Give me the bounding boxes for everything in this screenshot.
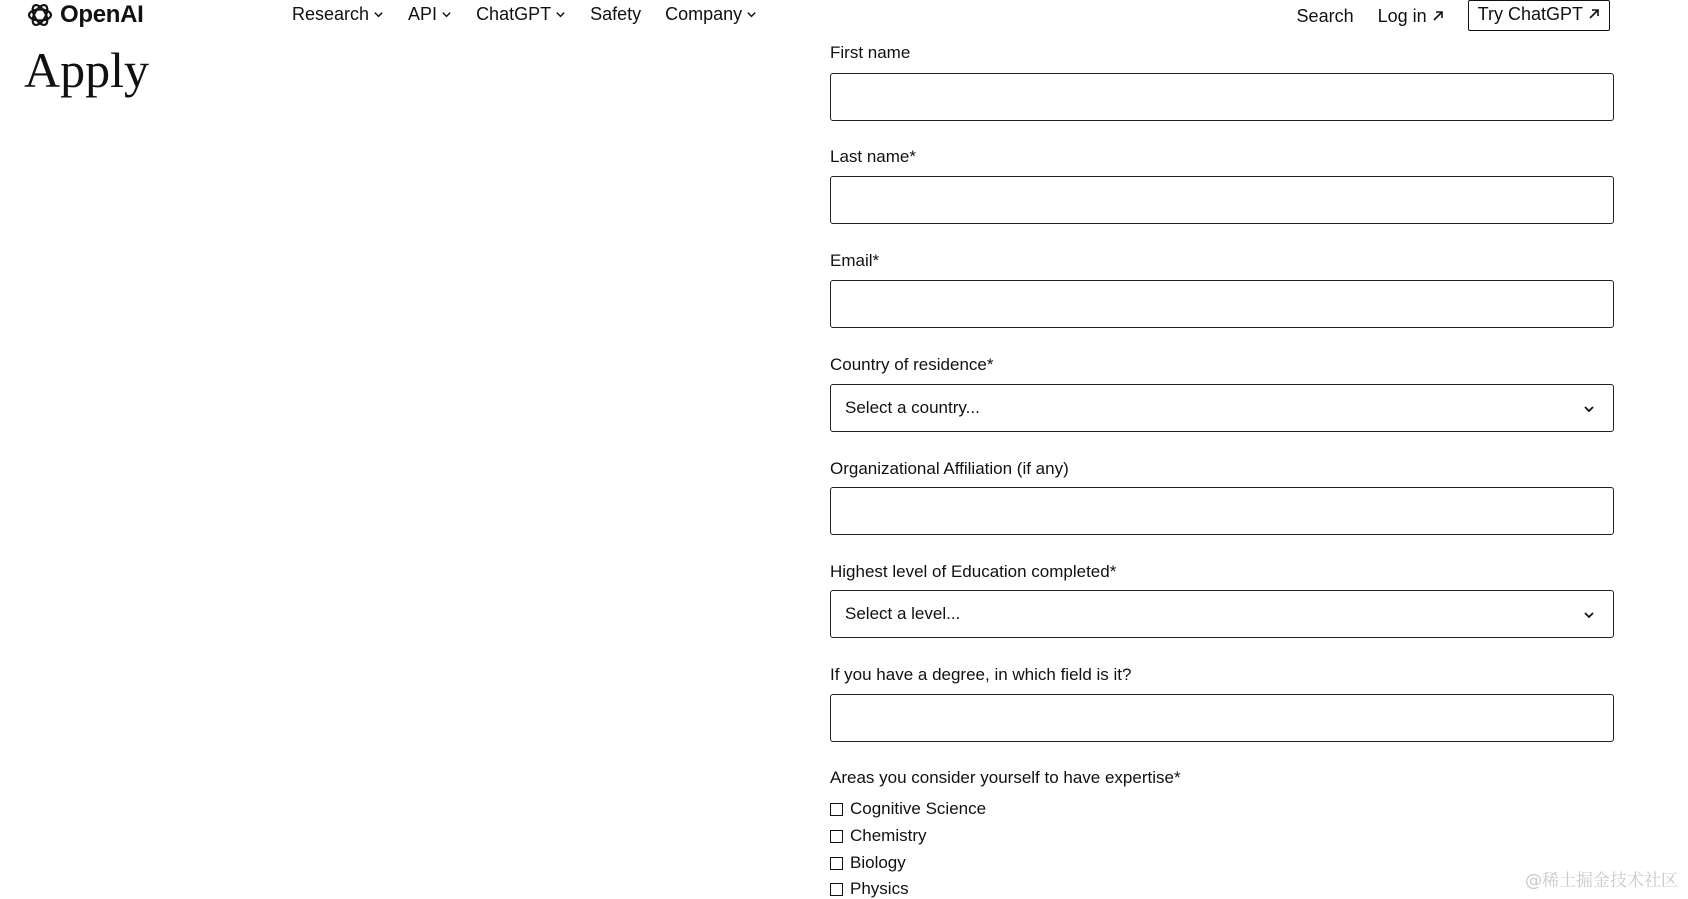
education-label: Highest level of Education completed* — [830, 562, 1117, 581]
affiliation-input[interactable] — [830, 487, 1614, 535]
chevron-down-icon — [1583, 609, 1595, 621]
arrow-up-right-icon — [1588, 8, 1600, 20]
main-menu — [292, 4, 781, 25]
page-title: Apply — [24, 42, 149, 98]
arrow-up-right-icon — [1432, 10, 1444, 22]
email-label: Email* — [830, 251, 880, 270]
affiliation-label: Organizational Affiliation (if any) — [830, 459, 1069, 478]
country-select-value: Select a country... — [845, 398, 980, 417]
menu-api[interactable] — [408, 4, 452, 25]
search-link[interactable]: Search — [1296, 5, 1354, 26]
openai-logo[interactable] — [24, 0, 144, 30]
chevron-down-icon — [746, 9, 757, 20]
last-name-input[interactable] — [830, 176, 1614, 224]
chevron-down-icon — [441, 9, 452, 20]
first-name-input[interactable] — [830, 73, 1614, 121]
menu-company[interactable] — [665, 4, 757, 25]
menu-research[interactable] — [292, 4, 384, 25]
checkbox[interactable] — [830, 883, 843, 896]
country-label: Country of residence* — [830, 355, 994, 374]
menu-safety[interactable] — [590, 4, 641, 25]
expertise-label: Areas you consider yourself to have expertise* — [830, 768, 1181, 787]
openai-logo-icon — [24, 0, 56, 31]
first-name-label: First name — [830, 43, 911, 62]
education-select-value: Select a level... — [845, 604, 961, 623]
expertise-option-cognitive-science[interactable] — [830, 799, 986, 819]
menu-safety-label: Safety — [590, 4, 642, 24]
expertise-option-label: Cognitive Science — [850, 799, 987, 818]
try-chatgpt-label: Try ChatGPT — [1477, 3, 1583, 24]
menu-company-label: Company — [665, 4, 743, 24]
expertise-option-label: Physics — [850, 879, 909, 898]
checkbox[interactable] — [830, 803, 843, 816]
country-select[interactable] — [830, 384, 1614, 432]
last-name-label: Last name* — [830, 147, 916, 166]
try-chatgpt-button[interactable] — [1468, 0, 1610, 31]
chevron-down-icon — [555, 9, 566, 20]
degree-input[interactable] — [830, 694, 1614, 742]
expertise-option-label: Biology — [850, 853, 906, 872]
email-input[interactable] — [830, 280, 1614, 328]
menu-chatgpt-label: ChatGPT — [476, 4, 552, 24]
login-label: Log in — [1377, 5, 1427, 26]
checkbox[interactable] — [830, 857, 843, 870]
menu-api-label: API — [408, 4, 438, 24]
watermark: @稀土掘金技术社区 — [1525, 871, 1678, 891]
expertise-option-chemistry[interactable] — [830, 826, 927, 846]
expertise-option-biology[interactable] — [830, 853, 906, 873]
top-nav — [0, 0, 1688, 34]
degree-label: If you have a degree, in which field is it? — [830, 665, 1132, 684]
chevron-down-icon — [373, 9, 384, 20]
login-link[interactable] — [1378, 6, 1444, 27]
brand-name: OpenAI — [60, 1, 144, 28]
menu-research-label: Research — [292, 4, 370, 24]
right-nav — [1297, 0, 1610, 32]
menu-chatgpt[interactable] — [476, 4, 566, 25]
expertise-option-physics[interactable] — [830, 879, 909, 899]
expertise-option-label: Chemistry — [850, 826, 927, 845]
chevron-down-icon — [1583, 403, 1595, 415]
education-select[interactable] — [830, 590, 1614, 638]
checkbox[interactable] — [830, 830, 843, 843]
